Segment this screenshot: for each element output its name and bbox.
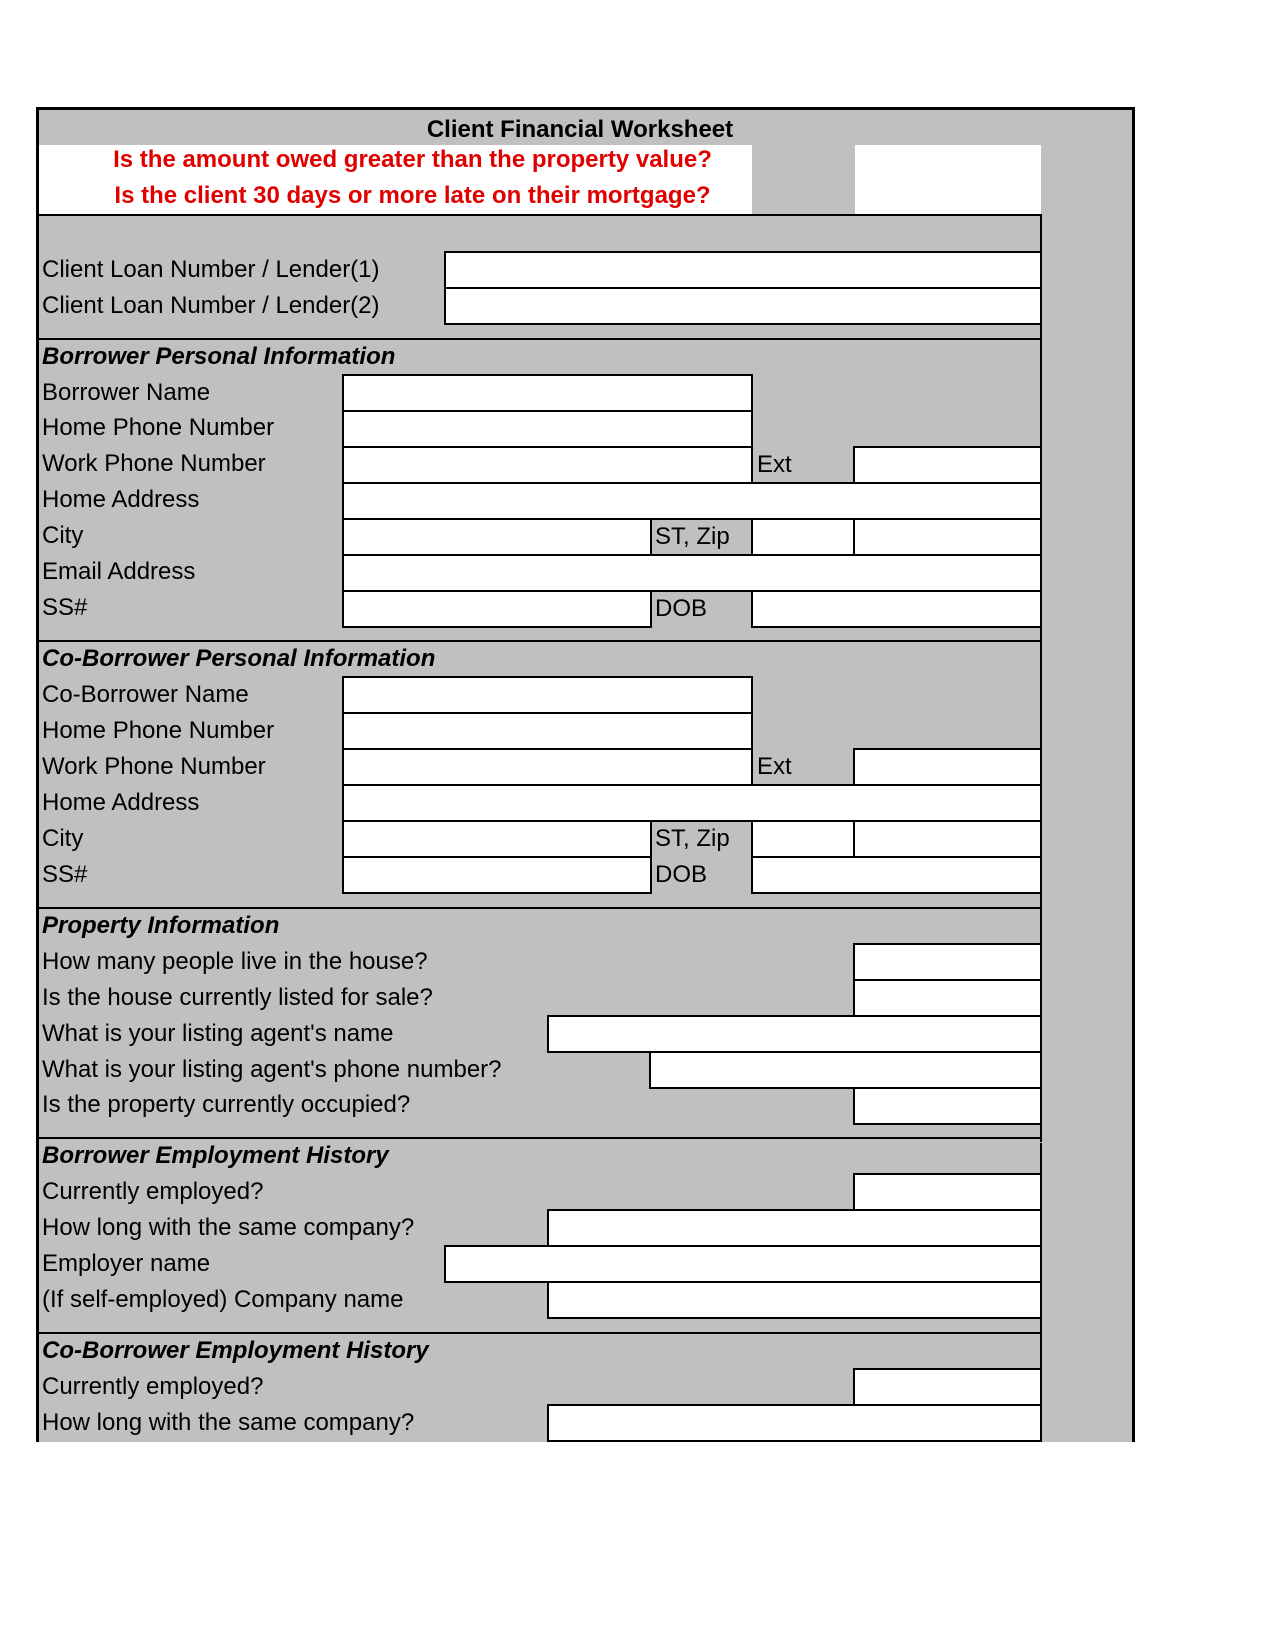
lender2-label: Client Loan Number / Lender(2) — [42, 292, 380, 319]
borrower-employer-field[interactable] — [444, 1245, 1042, 1283]
borrower-st-zip-label: ST, Zip — [655, 523, 730, 550]
coborrower-home-phone-field[interactable] — [342, 712, 753, 750]
borrower-dob-label: DOB — [655, 595, 708, 622]
coborrower-work-phone-label: Work Phone Number — [42, 753, 266, 780]
coborrower-name-field[interactable] — [342, 676, 753, 714]
coborrower-address-label: Home Address — [42, 789, 200, 816]
coborrower-how-long-label: How long with the same company? — [42, 1409, 415, 1436]
property-agent-name-field[interactable] — [547, 1015, 1042, 1053]
borrower-company-field[interactable] — [547, 1281, 1042, 1319]
borrower-email-label: Email Address — [42, 558, 196, 585]
property-occupied-label: Is the property currently occupied? — [42, 1091, 411, 1118]
borrower-ext-label: Ext — [757, 451, 792, 478]
borrower-city-field[interactable] — [342, 518, 652, 556]
property-agent-phone-field[interactable] — [649, 1051, 1042, 1089]
coborrower-employed-label: Currently employed? — [42, 1373, 264, 1400]
borrower-section-title: Borrower Personal Information — [42, 343, 396, 370]
borrower-self-employed-label: (If self-employed) Company name — [42, 1286, 404, 1313]
coborrower-ss-label: SS# — [42, 861, 88, 888]
borrower-ss-field[interactable] — [342, 590, 652, 628]
property-listed-label: Is the house currently listed for sale? — [42, 984, 433, 1011]
coborrower-address-field[interactable] — [342, 784, 1042, 822]
coborrower-section-title: Co-Borrower Personal Information — [42, 645, 436, 672]
property-people-label: How many people live in the house? — [42, 948, 428, 975]
borrower-email-field[interactable] — [342, 554, 1042, 592]
borrower-ext-field[interactable] — [853, 446, 1042, 484]
coborrower-ss-field[interactable] — [342, 856, 652, 894]
coborrower-ext-label: Ext — [757, 753, 792, 780]
coborrower-how-long-field[interactable] — [547, 1404, 1042, 1442]
page-bottom-margin — [0, 1442, 1275, 1650]
borrower-dob-field[interactable] — [751, 590, 1042, 628]
warning-late: Is the client 30 days or more late on their mortgage? — [114, 182, 711, 209]
property-agent-name-label: What is your listing agent's name — [42, 1020, 394, 1047]
answer-box[interactable] — [855, 145, 1041, 215]
property-agent-phone-label: What is your listing agent's phone number? — [42, 1056, 502, 1083]
property-people-field[interactable] — [853, 943, 1042, 981]
property-occupied-field[interactable] — [853, 1087, 1042, 1125]
borrower-employment-section-title: Borrower Employment History — [42, 1142, 389, 1169]
borrower-state-field[interactable] — [751, 518, 855, 556]
coborrower-home-phone-label: Home Phone Number — [42, 717, 275, 744]
borrower-zip-field[interactable] — [853, 518, 1042, 556]
lender2-field[interactable] — [444, 287, 1042, 325]
coborrower-work-phone-field[interactable] — [342, 748, 753, 786]
coborrower-state-field[interactable] — [751, 820, 855, 858]
coborrower-employed-field[interactable] — [853, 1368, 1042, 1406]
borrower-home-phone-field[interactable] — [342, 410, 753, 448]
warning-owed: Is the amount owed greater than the property value? — [113, 146, 712, 173]
frame-right-line-3 — [1040, 1334, 1042, 1444]
coborrower-name-label: Co-Borrower Name — [42, 681, 249, 708]
borrower-city-label: City — [42, 522, 84, 549]
borrower-employed-label: Currently employed? — [42, 1178, 264, 1205]
borrower-name-field[interactable] — [342, 374, 753, 412]
coborrower-dob-field[interactable] — [751, 856, 1042, 894]
borrower-address-field[interactable] — [342, 482, 1042, 520]
borrower-employer-label: Employer name — [42, 1250, 211, 1277]
borrower-employed-field[interactable] — [853, 1173, 1042, 1211]
borrower-ss-label: SS# — [42, 594, 88, 621]
property-listed-field[interactable] — [853, 979, 1042, 1017]
coborrower-zip-field[interactable] — [853, 820, 1042, 858]
borrower-work-phone-field[interactable] — [342, 446, 753, 484]
lender1-label: Client Loan Number / Lender(1) — [42, 256, 380, 283]
page-title: Client Financial Worksheet — [426, 116, 734, 143]
coborrower-dob-label: DOB — [655, 861, 708, 888]
borrower-how-long-field[interactable] — [547, 1209, 1042, 1247]
borrower-address-label: Home Address — [42, 486, 200, 513]
coborrower-st-zip-label: ST, Zip — [655, 825, 730, 852]
borrower-home-phone-label: Home Phone Number — [42, 414, 275, 441]
property-section-title: Property Information — [42, 912, 280, 939]
coborrower-ext-field[interactable] — [853, 748, 1042, 786]
coborrower-city-field[interactable] — [342, 820, 652, 858]
borrower-work-phone-label: Work Phone Number — [42, 450, 266, 477]
divider — [36, 214, 1042, 216]
lender1-field[interactable] — [444, 251, 1042, 289]
borrower-name-label: Borrower Name — [42, 379, 211, 406]
coborrower-city-label: City — [42, 825, 84, 852]
borrower-how-long-label: How long with the same company? — [42, 1214, 415, 1241]
coborrower-employment-section-title: Co-Borrower Employment History — [42, 1337, 429, 1364]
